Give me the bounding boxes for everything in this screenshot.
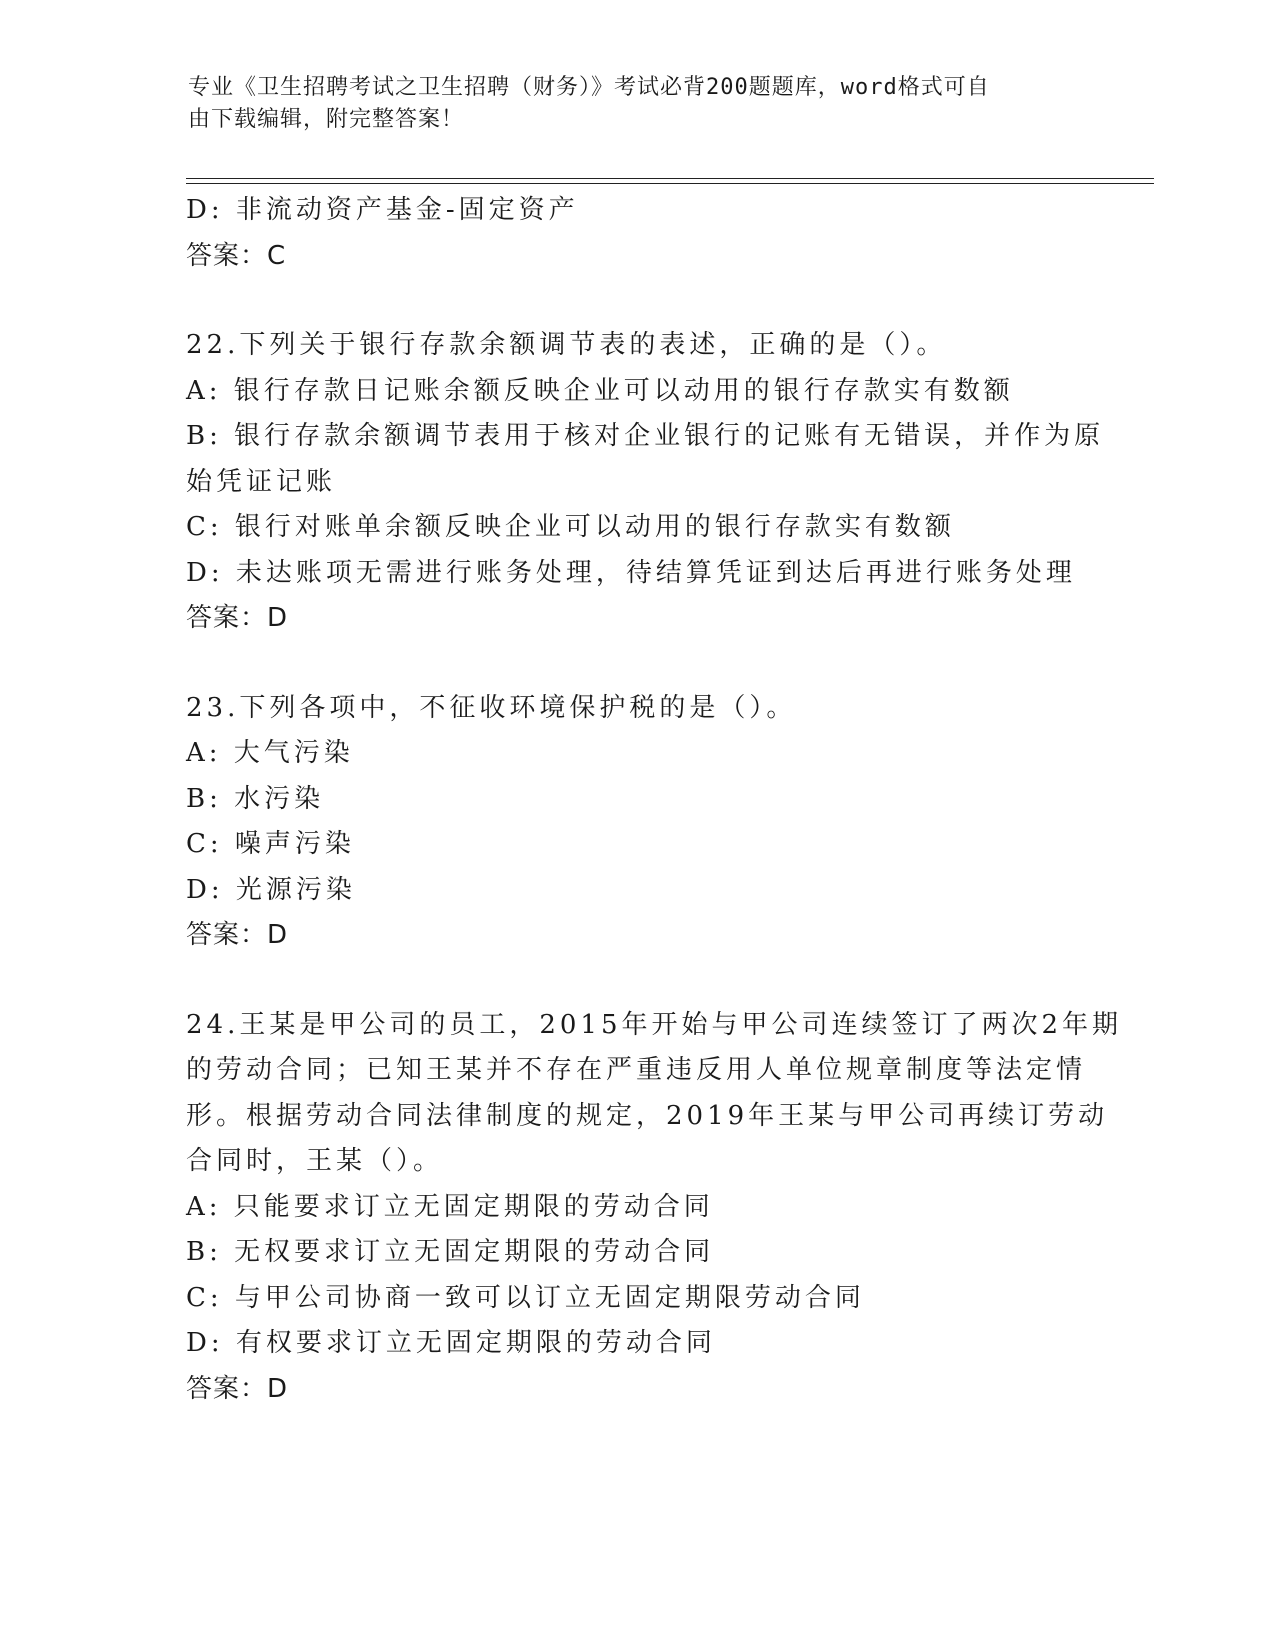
header-divider-top — [186, 178, 1154, 179]
option-a: A: 只能要求订立无固定期限的劳动合同 — [186, 1191, 714, 1222]
option-a: A: 银行存款日记账余额反映企业可以动用的银行存款实有数额 — [186, 375, 1014, 406]
question-stem-line-3: 形。根据劳动合同法律制度的规定，2019年王某与甲公司再续订劳动 — [186, 1100, 1109, 1131]
question-24 — [186, 1003, 1123, 1413]
question-22 — [186, 323, 1105, 642]
option-d: D: 光源污染 — [186, 874, 356, 905]
option-b: B: 无权要求订立无固定期限的劳动合同 — [186, 1237, 715, 1267]
question-content — [186, 188, 1123, 1412]
option-c: C: 银行对账单余额反映企业可以动用的银行存款实有数额 — [186, 512, 955, 542]
question-stem-line-2: 的劳动合同；已知王某并不存在严重违反用人单位规章制度等法定情 — [186, 1055, 1087, 1085]
question-stem: 23.下列各项中，不征收环境保护税的是（）。 — [186, 692, 797, 723]
header-line-2: 由下载编辑，附完整答案！ — [188, 107, 465, 132]
option-b-line-2: 始凭证记账 — [186, 466, 337, 497]
header-line-1: 专业《卫生招聘考试之卫生招聘（财务）》考试必背200题题库，word格式可自 — [188, 75, 990, 100]
spacer — [186, 279, 1086, 323]
question-23 — [186, 686, 1086, 959]
option-a: A: 大气污染 — [186, 738, 354, 768]
answer: 答案：D — [186, 920, 289, 950]
option-d: D: 非流动资产基金-固定资产 — [186, 195, 579, 225]
option-d: D: 未达账项无需进行账务处理，待结算凭证到达后再进行账务处理 — [186, 557, 1076, 588]
question-stem: 22.下列关于银行存款余额调节表的表述，正确的是（）。 — [186, 330, 947, 360]
header-divider-bottom — [186, 183, 1154, 184]
spacer — [186, 642, 1086, 686]
question-21-tail — [186, 188, 1086, 279]
option-c: C: 噪声污染 — [186, 829, 355, 859]
spacer — [186, 959, 1086, 1003]
document-header — [188, 72, 1068, 136]
answer: 答案：D — [186, 1373, 289, 1404]
option-b-line-1: B: 银行存款余额调节表用于核对企业银行的记账有无错误，并作为原 — [186, 421, 1105, 451]
option-b: B: 水污染 — [186, 783, 325, 814]
answer: 答案：C — [186, 240, 287, 271]
answer: 答案：D — [186, 603, 289, 633]
option-d: D: 有权要求订立无固定期限的劳动合同 — [186, 1328, 716, 1358]
question-stem-line-1: 24.王某是甲公司的员工，2015年开始与甲公司连续签订了两次2年期 — [186, 1009, 1123, 1040]
option-c: C: 与甲公司协商一致可以订立无固定期限劳动合同 — [186, 1282, 865, 1313]
question-stem-line-4: 合同时，王某（）。 — [186, 1146, 444, 1176]
